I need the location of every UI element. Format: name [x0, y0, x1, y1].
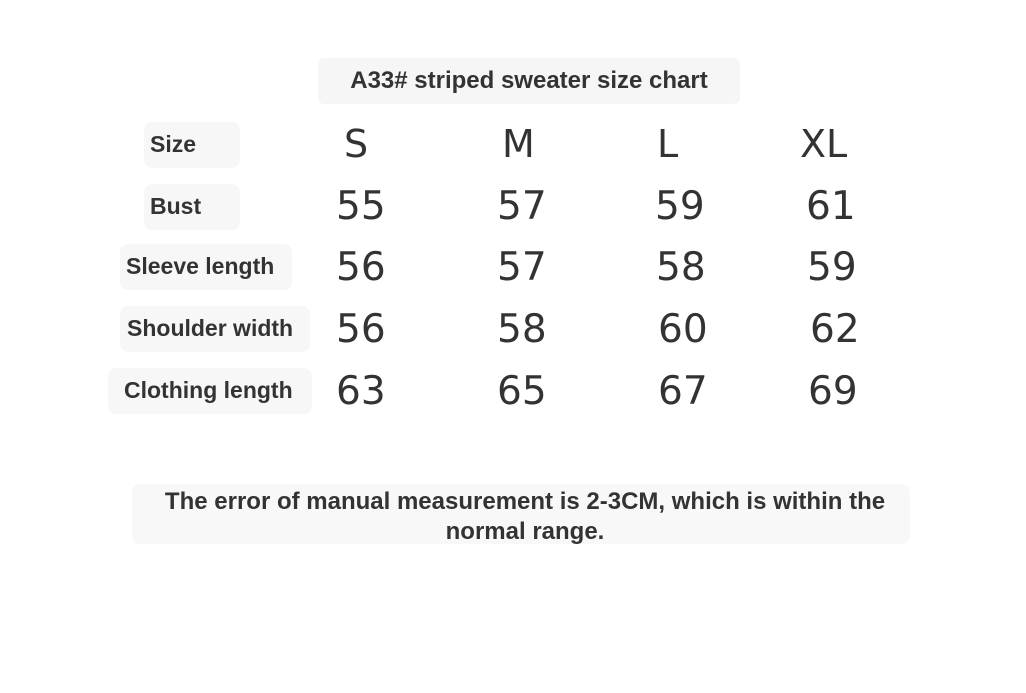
table-cell: 59 — [807, 244, 857, 290]
size-header-label: Size — [150, 130, 197, 157]
table-cell: 55 — [336, 183, 386, 229]
row-label-clothing-length: Clothing length — [124, 376, 293, 403]
table-cell: 59 — [655, 183, 705, 229]
table-cell: 60 — [658, 306, 708, 352]
table-cell: 56 — [336, 306, 386, 352]
table-cell: 62 — [810, 306, 860, 352]
table-cell: 67 — [658, 368, 708, 414]
row-label-shoulder-width: Shoulder width — [127, 314, 294, 341]
size-m: M — [502, 122, 535, 166]
size-l: L — [657, 122, 679, 166]
table-cell: 56 — [336, 244, 386, 290]
table-cell: 57 — [497, 244, 547, 290]
table-cell: 58 — [497, 306, 547, 352]
table-cell: 61 — [806, 183, 856, 229]
table-cell: 58 — [656, 244, 706, 290]
size-xl: XL — [800, 122, 848, 166]
size-s: S — [344, 122, 369, 166]
table-cell: 69 — [808, 368, 858, 414]
table-cell: 65 — [497, 368, 547, 414]
measurement-note: The error of manual measurement is 2-3CM, which is within the normal range. — [164, 488, 886, 545]
table-cell: 57 — [497, 183, 547, 229]
row-label-bust: Bust — [150, 192, 202, 219]
chart-title: A33# striped sweater size chart — [318, 58, 740, 104]
table-cell: 63 — [336, 368, 386, 414]
row-label-sleeve-length: Sleeve length — [126, 252, 275, 279]
